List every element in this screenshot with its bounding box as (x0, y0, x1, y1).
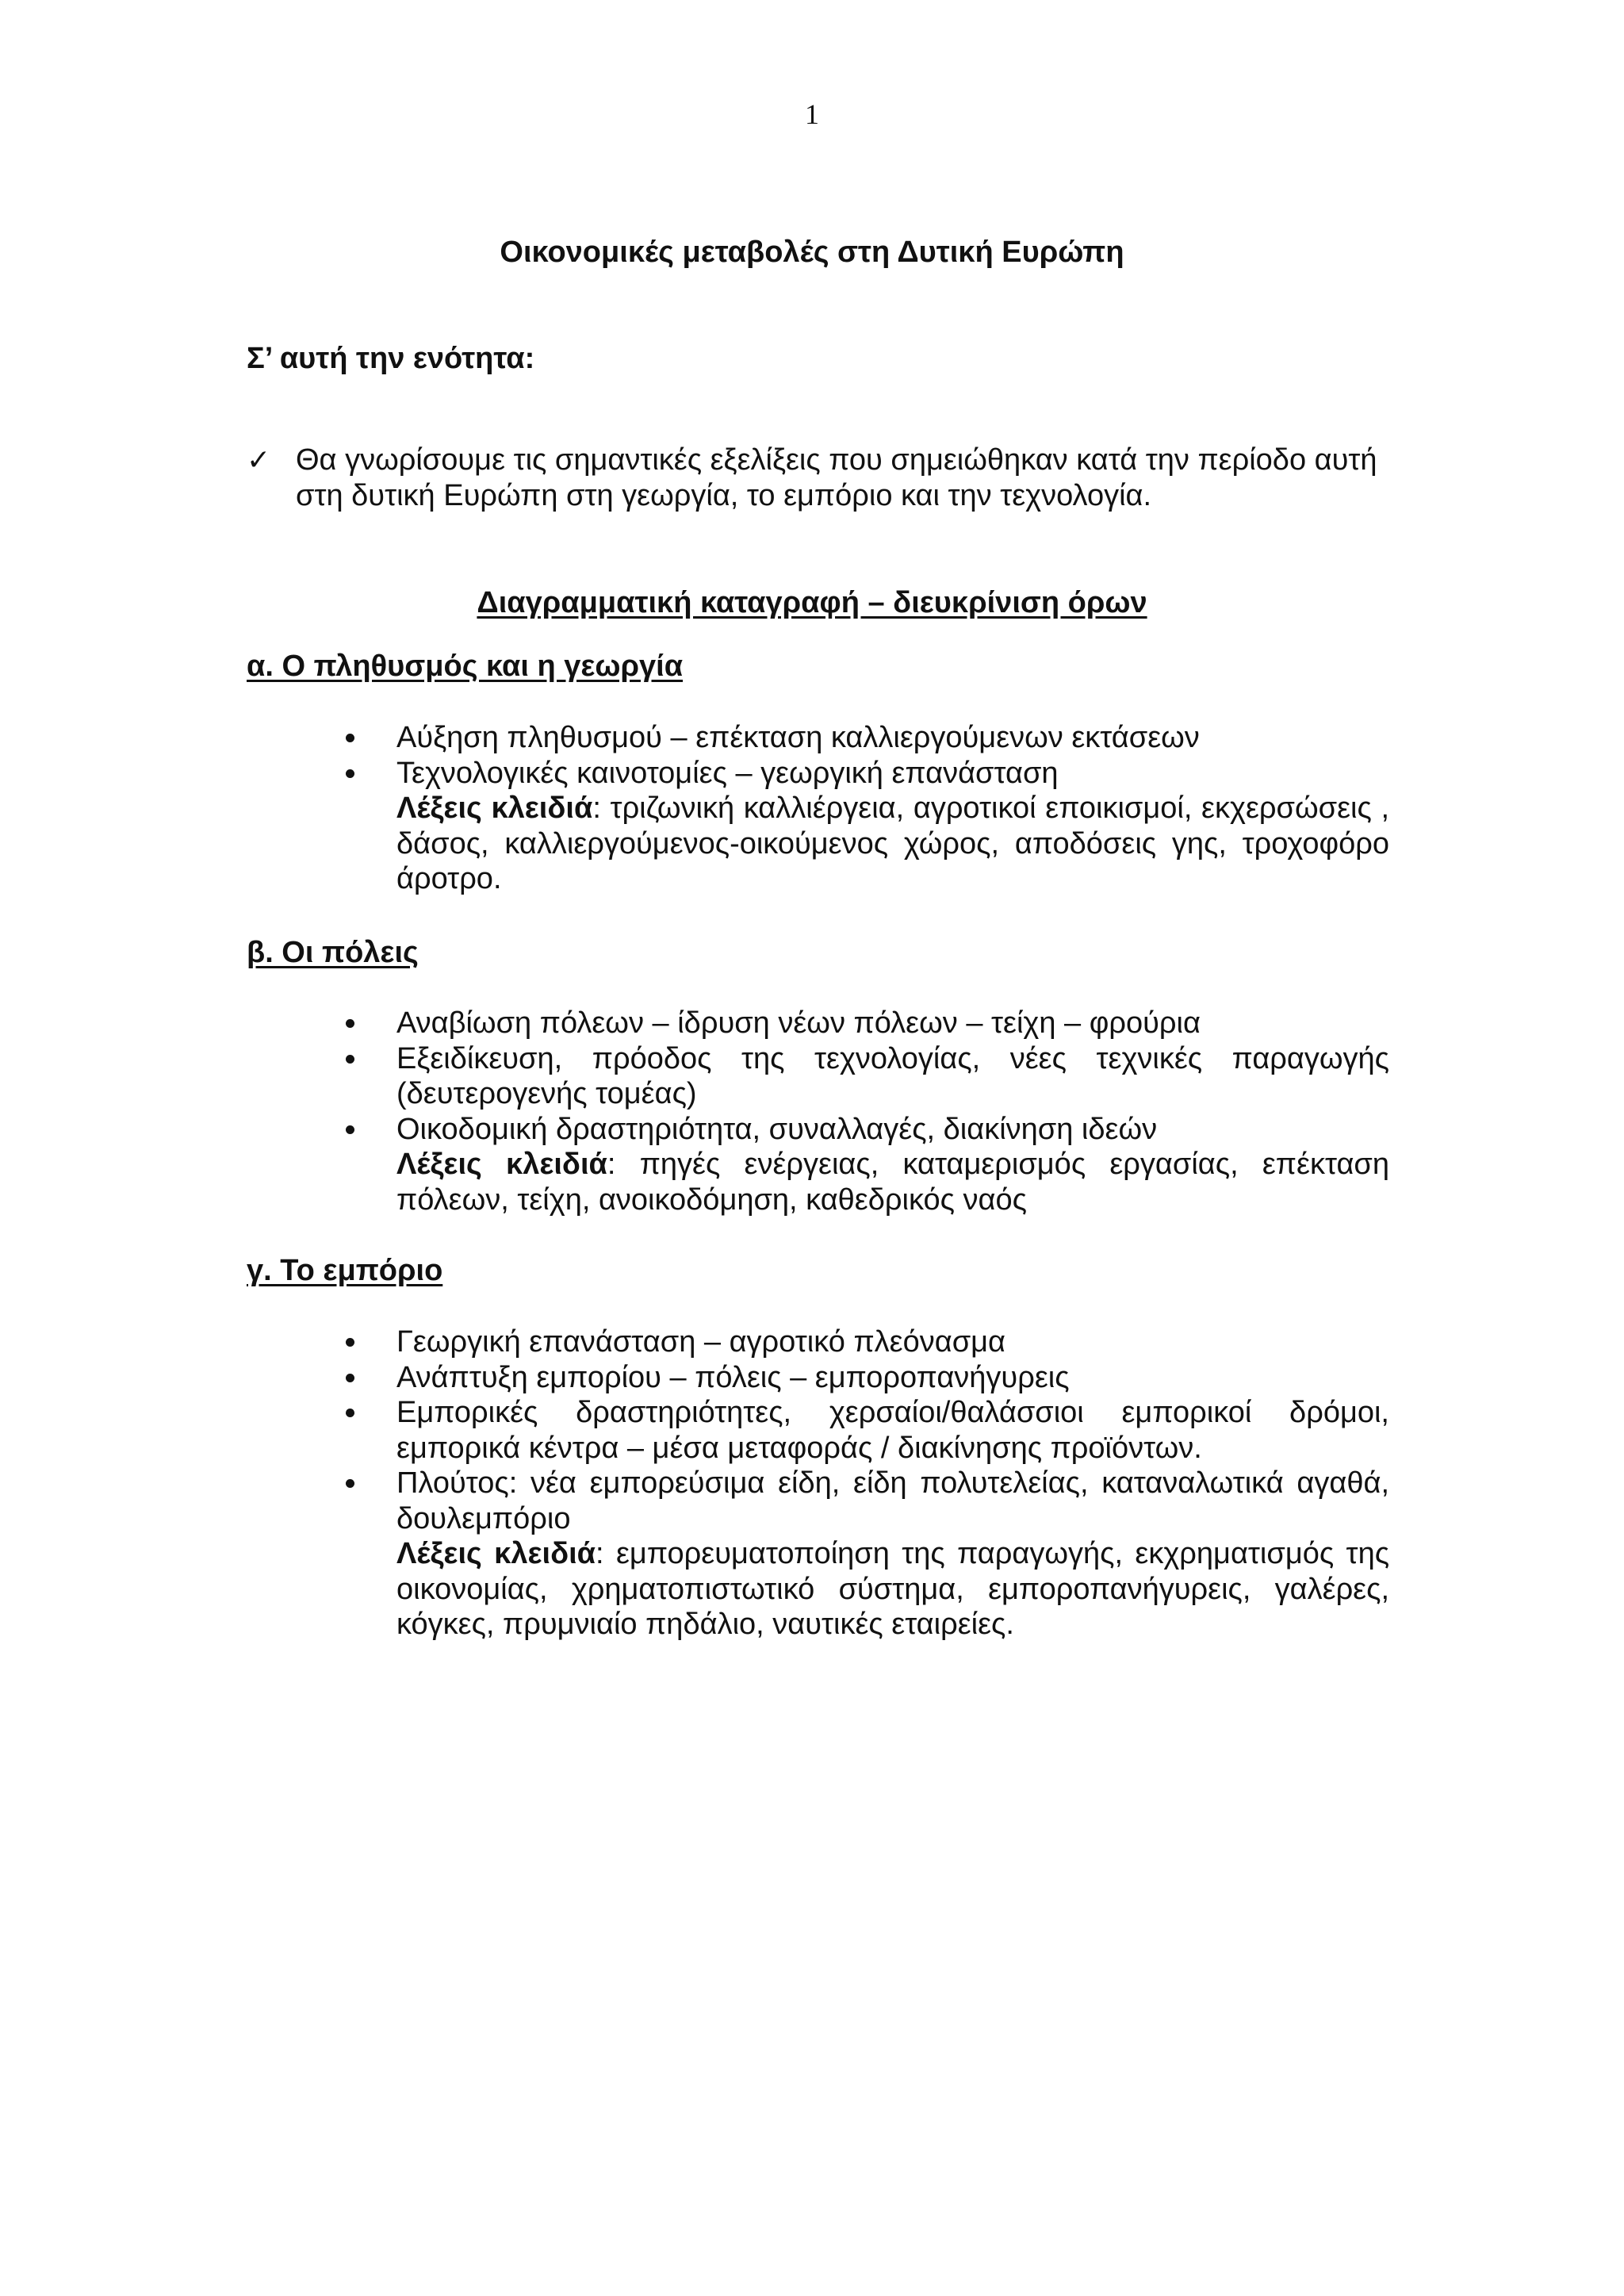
list-item-text: Αναβίωση πόλεων – ίδρυση νέων πόλεων – τείχη – φρούρια (396, 1006, 1201, 1040)
section-heading-trade: γ. Το εμπόριο (247, 1254, 443, 1287)
list-item (341, 1395, 1389, 1466)
list-item (341, 1006, 1389, 1041)
outline-heading-text: Διαγραμματική καταγραφή – διευκρίνιση όρων (477, 586, 1147, 619)
list-item-text: Οικοδομική δραστηριότητα, συναλλαγές, διακίνηση ιδεών (396, 1112, 1158, 1146)
section-list-population (341, 720, 1389, 897)
bullet-icon (346, 1019, 354, 1028)
keywords-text: : πηγές ενέργειας, καταμερισμός εργασίας, επέκταση πόλεων, τείχη, ανοικοδόμηση, καθεδρικός ναός (396, 1148, 1389, 1217)
list-item (341, 1112, 1389, 1148)
bullet-icon (346, 1055, 354, 1064)
list-item-text: Γεωργική επανάσταση – αγροτικό πλεόνασμα (396, 1325, 1006, 1359)
list-item (341, 1041, 1389, 1112)
document-title: Οικονομικές μεταβολές στη Δυτική Ευρώπη (500, 236, 1124, 269)
list-item-text: Τεχνολογικές καινοτομίες – γεωργική επανάσταση (396, 756, 1059, 790)
list-item (341, 756, 1389, 792)
intro-check-item (247, 443, 1388, 514)
bullet-icon (346, 1338, 354, 1347)
list-item (341, 1360, 1389, 1396)
bullet-icon (346, 769, 354, 778)
keywords-block (341, 1147, 1389, 1217)
list-item-text: Πλούτος: νέα εμπορεύσιμα είδη, είδη πολυτελείας, καταναλωτικά αγαθά, δουλεμπόριο (396, 1466, 1389, 1535)
list-item-text: Ανάπτυξη εμπορίου – πόλεις – εμποροπανήγυρεις (396, 1360, 1070, 1394)
keywords-label: Λέξεις κλειδιά (396, 1537, 596, 1570)
section-heading-population: α. Ο πληθυσμός και η γεωργία (247, 650, 684, 683)
section-heading-cities: β. Οι πόλεις (247, 936, 419, 969)
outline-heading (0, 585, 1624, 620)
bullet-icon (346, 1409, 354, 1417)
bullet-icon (346, 734, 354, 742)
section-list-trade (341, 1324, 1389, 1642)
list-item (341, 720, 1389, 756)
keywords-label: Λέξεις κλειδιά (396, 792, 593, 825)
bullet-icon (346, 1125, 354, 1134)
keywords-text: : εμπορευματοποίηση της παραγωγής, εκχρηματισμός της οικονομίας, χρηματοπιστωτικό σύστημα, εμποροπανήγυρεις, γαλέρες, κόγκες, πρυμνιαίο πηδάλιο, ναυτικές εταιρείες. (396, 1537, 1390, 1641)
checkmark-icon: ✓ (247, 444, 271, 477)
intro-check-text: Θα γνωρίσουμε τις σημαντικές εξελίξεις που σημειώθηκαν κατά την περίοδο αυτή στη δυτική Ευρώπη στη γεωργία, το εμπόριο και την τεχνολογία. (296, 443, 1377, 512)
keywords-label: Λέξεις κλειδιά (396, 1148, 607, 1181)
keywords-block (341, 1536, 1389, 1642)
section-list-cities (341, 1006, 1389, 1217)
list-item (341, 1324, 1389, 1360)
list-item (341, 1466, 1389, 1536)
list-item-text: Εξειδίκευση, πρόοδος της τεχνολογίας, νέες τεχνικές παραγωγής (δευτερογενής τομέας) (396, 1041, 1389, 1110)
list-item-text: Αύξηση πληθυσμού – επέκταση καλλιεργούμενων εκτάσεων (396, 721, 1200, 754)
keywords-text: : τριζωνική καλλιέργεια, αγροτικοί εποικισμοί, εκχερσώσεις , δάσος, καλλιεργούμενος-οικούμενος χώρος, αποδόσεις γης, τροχοφόρο άροτρο. (396, 792, 1390, 895)
keywords-block (341, 791, 1389, 897)
bullet-icon (346, 1479, 354, 1488)
page-number: 1 (805, 98, 819, 130)
bullet-icon (346, 1374, 354, 1382)
list-item-text: Εμπορικές δραστηριότητες, χερσαίοι/θαλάσσιοι εμπορικοί δρόμοι, εμπορικά κέντρα – μέσα μεταφοράς / διακίνησης προϊόντων. (396, 1396, 1389, 1465)
intro-heading: Σ’ αυτή την ενότητα: (247, 342, 535, 375)
